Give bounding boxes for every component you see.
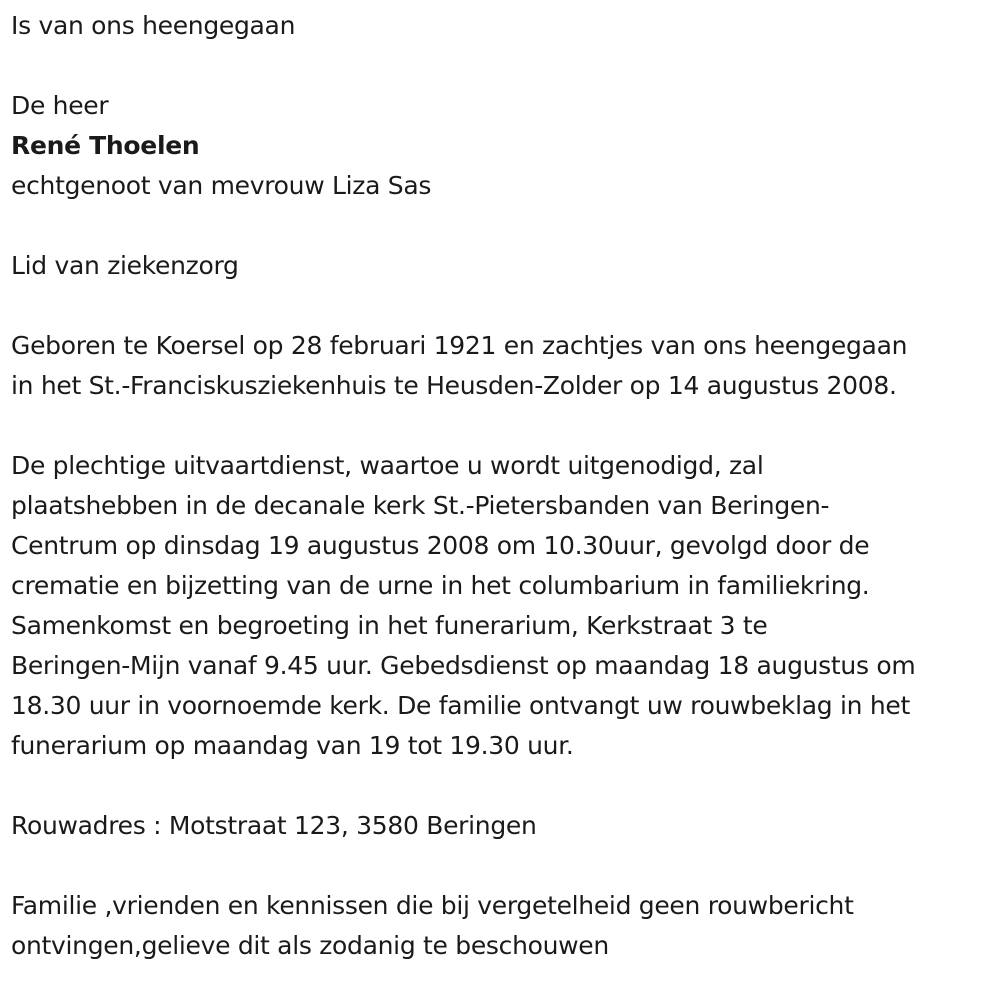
closing-line: ontvingen,gelieve dit als zodanig te beschouwen [11, 931, 609, 960]
address-text: Rouwadres : Motstraat 123, 3580 Beringen [11, 811, 537, 840]
service-line: plaatshebben in de decanale kerk St.-Pietersbanden van Beringen- [11, 491, 830, 520]
service-line: Samenkomst en begroeting in het funerarium, Kerkstraat 3 te [11, 611, 768, 640]
birth-line: in het St.-Franciskusziekenhuis te Heusden-Zolder op 14 augustus 2008. [11, 371, 897, 400]
spacer [11, 846, 996, 886]
salutation-text: De heer [11, 91, 109, 120]
deceased-name: René Thoelen [11, 131, 200, 160]
service-line: De plechtige uitvaartdienst, waartoe u wordt uitgenodigd, zal [11, 451, 764, 480]
obituary-notice [11, 6, 996, 966]
service-line: funerarium op maandag van 19 tot 19.30 uur. [11, 731, 574, 760]
closing-line: Familie ,vrienden en kennissen die bij vergetelheid geen rouwbericht [11, 891, 854, 920]
spouse-text: echtgenoot van mevrouw Liza Sas [11, 171, 432, 200]
service-line: crematie en bijzetting van de urne in het columbarium in familiekring. [11, 571, 870, 600]
spacer [11, 286, 996, 326]
spacer [11, 206, 996, 246]
service-line: Centrum op dinsdag 19 augustus 2008 om 10.30uur, gevolgd door de [11, 531, 870, 560]
spacer [11, 406, 996, 446]
service-line: 18.30 uur in voornoemde kerk. De familie ontvangt uw rouwbeklag in het [11, 691, 910, 720]
spacer [11, 766, 996, 806]
spacer [11, 46, 996, 86]
service-line: Beringen-Mijn vanaf 9.45 uur. Gebedsdienst op maandag 18 augustus om [11, 651, 916, 680]
intro-text: Is van ons heengegaan [11, 11, 296, 40]
membership-text: Lid van ziekenzorg [11, 251, 239, 280]
birth-line: Geboren te Koersel op 28 februari 1921 en zachtjes van ons heengegaan [11, 331, 908, 360]
